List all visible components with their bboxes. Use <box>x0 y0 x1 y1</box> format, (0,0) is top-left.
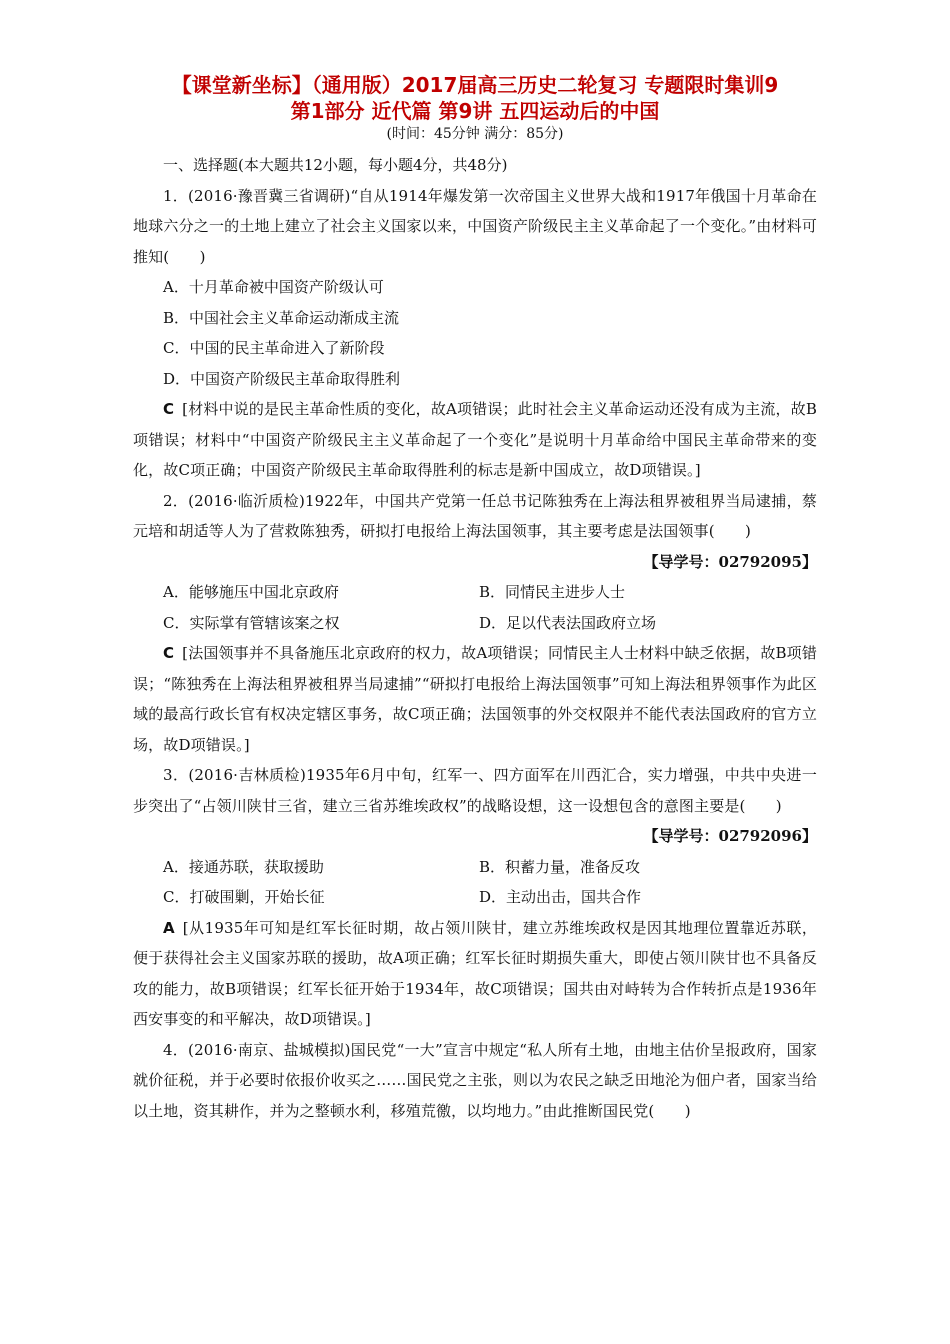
document-page <box>133 72 817 1126</box>
title-line-2: 第1部分 近代篇 第9讲 五四运动后的中国 <box>290 99 660 123</box>
document-title <box>133 72 817 124</box>
option-d: D．主动出击，国共合作 <box>479 888 642 906</box>
options-row <box>133 608 817 639</box>
guide-number: 【导学号：02792096】 <box>643 827 817 845</box>
option-c: C．实际掌有管辖该案之权 <box>163 613 340 632</box>
answer-text: [从1935年可知是红军长征时期，故占领川陕甘，建立苏维埃政权是因其地理位置靠近苏联，便于获得社会主义国家苏联的援助，故A项正确；红军长征时期损失重大，即使占领川陕甘也不具备反攻的能力，故B项错误；红军长征开始于1934年，故C项错误；国共由对峙转为合作转折点是1936年西安事变的和平解决，故D项错误。] <box>133 918 817 1028</box>
guide-number: 【导学号：02792095】 <box>643 552 817 571</box>
option-c: C．中国的民主革命进入了新阶段 <box>163 339 385 357</box>
question-1 <box>133 181 817 486</box>
option-d: D．中国资产阶级民主革命取得胜利 <box>163 369 401 388</box>
answer-text: [法国领事并不具备施压北京政府的权力，故A项错误；同情民主人士材料中缺乏依据，故B项错误；“陈独秀在上海法租界被租界当局逮捕”“研拟打电报给上海法国领事”可知上海法租界领事作为此区域的最高行政长官有权决定辖区事务，故C项正确；法国领事的外交权限并不能代表法国政府的官方立场，故D项错误。] <box>133 644 817 754</box>
answer-explanation <box>133 394 817 486</box>
answer-letter: C <box>163 644 175 662</box>
answer-text: [材料中说的是民主革命性质的变化，故A项错误；此时社会主义革命运动还没有成为主流，故B项错误；材料中“中国资产阶级民主主义革命起了一个变化”是说明十月革命给中国民主革命带来的变化，故C项正确；中国资产阶级民主革命取得胜利的标志是新中国成立，故D项错误。] <box>133 400 817 479</box>
option-a: A．能够施压中国北京政府 <box>163 583 339 601</box>
option-b: B．同情民主进步人士 <box>479 583 626 601</box>
section-heading: 一、选择题(本大题共12小题，每小题4分，共48分) <box>163 156 508 174</box>
option-c: C．打破围剿，开始长征 <box>163 888 325 906</box>
answer-letter: A <box>163 918 175 937</box>
question-2 <box>133 486 817 761</box>
question-stem: 2．(2016·临沂质检)1922年，中国共产党第一任总书记陈独秀在上海法租界被租界当局逮捕，蔡元培和胡适等人为了营救陈独秀，研拟打电报给上海法国领事，其主要考虑是法国领事( ) <box>133 491 817 540</box>
time-score-note: (时间：45分钟 满分：85分) <box>386 126 564 142</box>
answer-letter: C <box>163 400 175 418</box>
question-stem: 1．(2016·豫晋冀三省调研)“自从1914年爆发第一次帝国主义世界大战和1917年俄国十月革命在地球六分之一的土地上建立了社会主义国家以来，中国资产阶级民主主义革命起了一个变化。”由材料可推知( ) <box>133 186 817 266</box>
question-3 <box>133 760 817 1035</box>
options-row <box>133 577 817 608</box>
option-b: B．积蓄力量，准备反攻 <box>479 857 641 876</box>
option-a: A．十月革命被中国资产阶级认可 <box>163 278 384 296</box>
answer-explanation <box>133 913 817 1035</box>
answer-explanation <box>133 638 817 760</box>
question-4 <box>133 1035 817 1127</box>
question-stem: 3．(2016·吉林质检)1935年6月中旬，红军一、四方面军在川西汇合，实力增强，中共中央进一步突出了“占领川陕甘三省，建立三省苏维埃政权”的战略设想，这一设想包含的意图主要是( ) <box>133 766 817 815</box>
options-row <box>133 852 817 883</box>
option-d: D．足以代表法国政府立场 <box>479 613 657 632</box>
option-a: A．接通苏联，获取援助 <box>163 857 324 876</box>
title-line-1: 【课堂新坐标】（通用版）2017届高三历史二轮复习 专题限时集训9 <box>171 73 779 97</box>
options-row <box>133 882 817 913</box>
option-b: B．中国社会主义革命运动渐成主流 <box>163 308 400 327</box>
question-stem: 4．(2016·南京、盐城模拟)国民党“一大”宣言中规定“私人所有土地，由地主估价呈报政府，国家就价征税，并于必要时依报价收买之……国民党之主张，则以为农民之缺乏田地沦为佃户者，国家当给以土地，资其耕作，并为之整顿水利，移殖荒徼，以均地力。”由此推断国民党( ) <box>133 1040 817 1120</box>
